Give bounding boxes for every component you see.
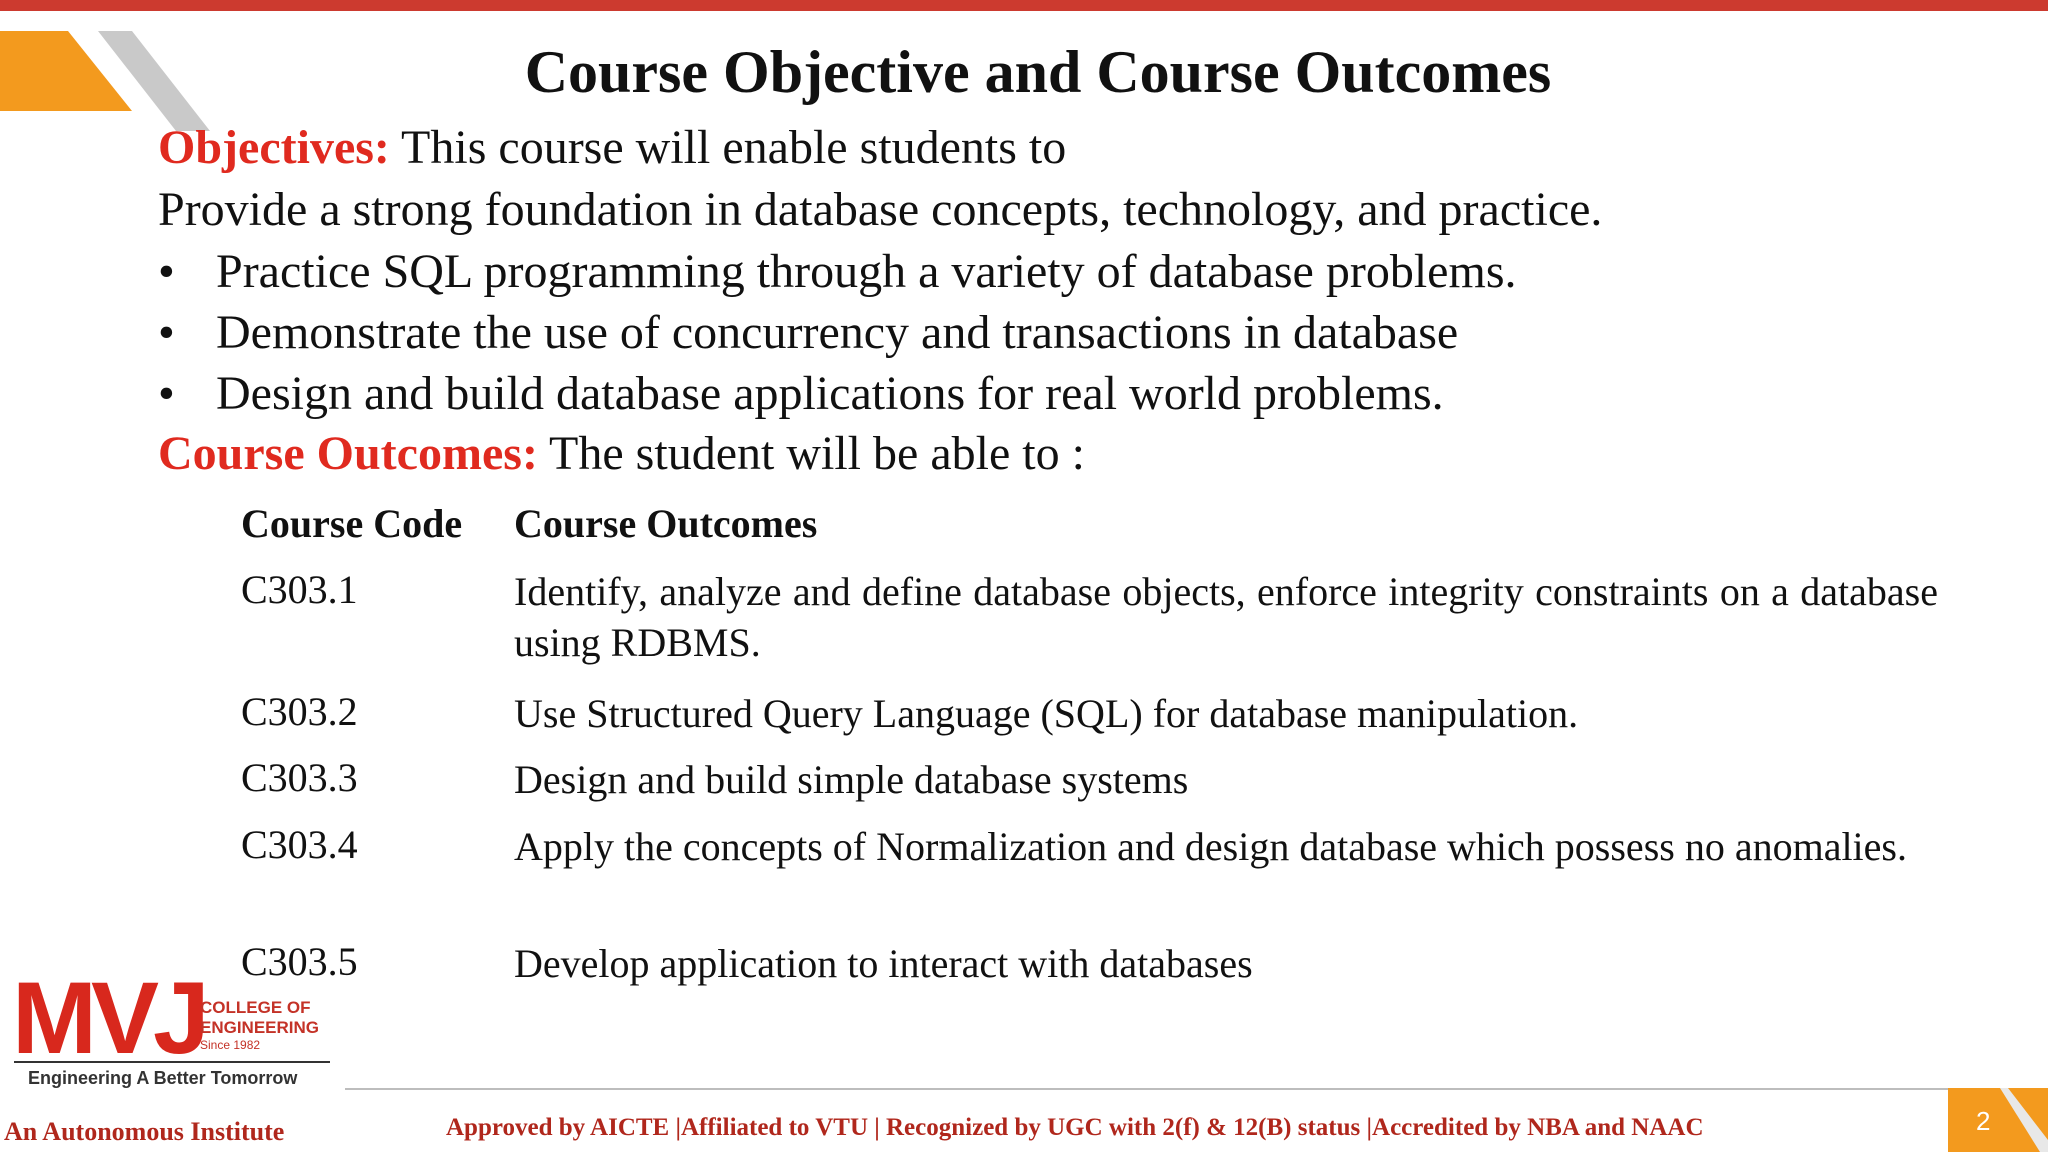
objectives-intro: This course will enable students to xyxy=(389,121,1067,174)
institute-status: An Autonomous Institute xyxy=(4,1117,285,1146)
logo-line1: COLLEGE OF xyxy=(200,998,311,1017)
objective-bullet: Demonstrate the use of concurrency and transactions in database xyxy=(216,306,1459,359)
outcomes-intro: The student will be able to : xyxy=(537,427,1085,480)
table-header-outcomes: Course Outcomes xyxy=(514,501,818,546)
course-code: C303.2 xyxy=(241,689,358,734)
bullet-marker: • xyxy=(158,245,175,298)
table-header-code: Course Code xyxy=(241,501,463,546)
course-outcome: Use Structured Query Language (SQL) for database manipulation. xyxy=(514,691,1579,736)
logo-line2: ENGINEERING xyxy=(200,1018,320,1037)
page-number-badge xyxy=(1948,1088,2048,1152)
course-outcome: Apply the concepts of Normalization and design database which possess no anomalies. xyxy=(514,824,1907,869)
course-code: C303.1 xyxy=(241,567,358,612)
college-logo xyxy=(10,958,340,1098)
slide-title: Course Objective and Course Outcomes xyxy=(524,39,1552,105)
course-outcome: Design and build simple database systems xyxy=(514,757,1189,802)
course-code: C303.3 xyxy=(241,755,358,800)
top-accent-bar xyxy=(0,0,2048,11)
outcomes-heading xyxy=(158,428,1085,481)
course-code: C303.4 xyxy=(241,822,358,867)
page-number: 2 xyxy=(1976,1106,1991,1136)
bullet-marker: • xyxy=(158,306,175,359)
course-code: C303.5 xyxy=(241,939,358,984)
logo-since: Since 1982 xyxy=(200,1038,261,1052)
footer-accreditation: Approved by AICTE |Affiliated to VTU | Recognized by UGC with 2(f) & 12(B) status |Accredited by NBA and NAAC xyxy=(446,1114,1704,1141)
footer-divider xyxy=(345,1088,1950,1090)
objectives-heading xyxy=(158,122,1066,175)
objectives-label: Objectives: xyxy=(158,121,390,174)
objective-bullet: Practice SQL programming through a variety of database problems. xyxy=(216,245,1517,298)
logo-letters: MVJ xyxy=(12,961,204,1075)
objective-line: Provide a strong foundation in database concepts, technology, and practice. xyxy=(158,183,1603,236)
objective-bullet: Design and build database applications for real world problems. xyxy=(216,367,1444,420)
outcomes-label: Course Outcomes: xyxy=(158,427,538,480)
course-outcome: Develop application to interact with databases xyxy=(514,941,1253,986)
logo-tagline: Engineering A Better Tomorrow xyxy=(28,1068,298,1088)
bullet-marker: • xyxy=(158,367,175,420)
course-outcome: Identify, analyze and define database objects, enforce integrity constraints on a database using RDBMS. xyxy=(514,569,1938,665)
